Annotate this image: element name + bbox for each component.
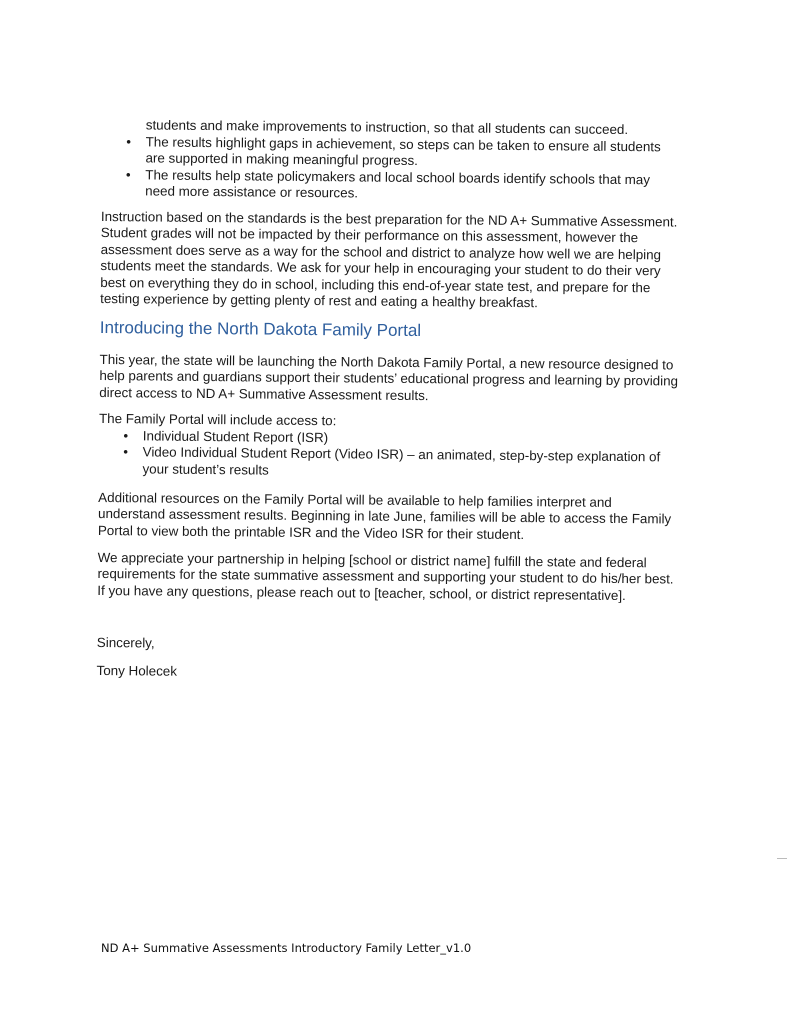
bullet-text: Video Individual Student Report (Video ISR) – an animated, step-by-step explanation of your student’s results	[142, 444, 661, 478]
list-item	[120, 445, 680, 483]
bullet-icon: •	[123, 428, 129, 444]
closing: Sincerely,	[96, 634, 155, 651]
resources-paragraph: Additional resources on the Family Portal will be available to help families interpret and understand assessment results. Beginning in late June, families will be able to access the Family Portal to view both the printable ISR and the Video ISR for their student.	[97, 489, 672, 542]
section-heading: Introducing the North Dakota Family Portal	[99, 317, 422, 341]
bullet-text: Individual Student Report (ISR)	[142, 428, 329, 446]
bullet-icon: •	[125, 167, 131, 183]
continuation-text: students and make improvements to instruction, so that all students can succeed.	[145, 117, 629, 138]
signature: Tony Holecek	[96, 662, 178, 679]
bullet-text: The results highlight gaps in achievement, so steps can be taken to ensure all students are supported in making meaningful progress.	[145, 134, 661, 169]
portal-paragraph: This year, the state will be launching the North Dakota Family Portal, a new resource designed to help parents and guardians support their students’ educational progress and learning by providing direct access to ND A+ Summative Assessment results.	[99, 351, 679, 403]
instruction-paragraph: Instruction based on the standards is the best preparation for the ND A+ Summative Assessment. Student grades will not be impacted by their performance on this assessment, however the assessment does serve as a way for the school and district to analyze how well we are helping students meet the standards. We ask for your help in encouraging your student to do their very best on everything they do in school, including this end-of-year state test, and prepare for the testing experience by getting plenty of rest and eating a healthy breakfast.	[100, 208, 678, 311]
results-bullet-list	[123, 134, 684, 205]
list-item	[123, 167, 683, 205]
bullet-icon: •	[126, 134, 132, 150]
page-footer: ND A+ Summative Assessments Introductory Family Letter_v1.0	[101, 941, 472, 955]
bullet-text: The results help state policymakers and local school boards identify schools that may need more assistance or resources.	[145, 167, 651, 201]
portal-bullet-list	[120, 428, 680, 483]
portal-intro: The Family Portal will include access to:	[98, 410, 337, 429]
bullet-icon: •	[123, 444, 129, 460]
appreciation-paragraph: We appreciate your partnership in helping [school or district name] fulfill the state and federal requirements for the state summative assessment and supporting your student to do his/her best. If you have any questions, please reach out to [teacher, school, or district representative].	[97, 549, 674, 603]
scan-mark	[777, 858, 787, 859]
list-item	[123, 134, 683, 172]
